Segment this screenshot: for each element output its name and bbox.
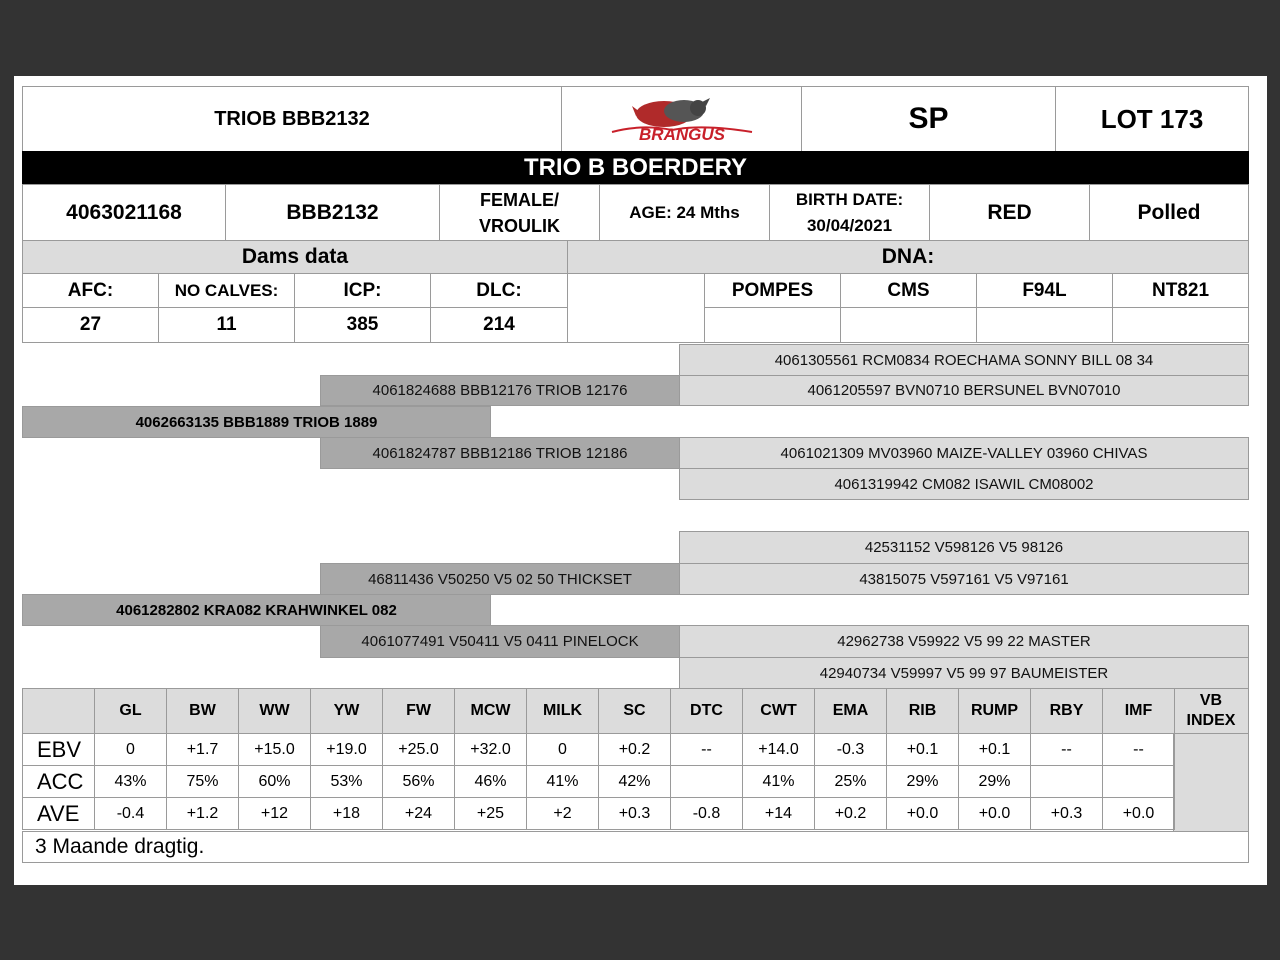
ebv-cell-acc-cwt: 41% [742, 765, 815, 798]
farm-banner: TRIO B BOERDERY [22, 151, 1249, 185]
pedigree-sd-sire: 4061021309 MV03960 MAIZE-VALLEY 03960 CHIVAS [679, 437, 1249, 469]
ebv-row-label-ave: AVE [22, 797, 95, 830]
pedigree-ds-dam: 43815075 V597161 V5 V97161 [679, 563, 1249, 595]
ebv-cell-ave-rib: +0.0 [886, 797, 959, 830]
animal-id: 4063021168 [22, 184, 226, 241]
ebv-cell-acc-rby [1030, 765, 1103, 798]
ebv-header-imf: IMF [1102, 688, 1175, 734]
ebv-cell-ave-gl: -0.4 [94, 797, 167, 830]
ebv-cell-ave-rump: +0.0 [958, 797, 1031, 830]
sex-line2: VROULIK [479, 215, 560, 236]
ebv-cell-ebv-dtc: -- [670, 733, 743, 766]
pedigree-dd-dam: 42940734 V59997 V5 99 97 BAUMEISTER [679, 657, 1249, 689]
ebv-cell-ave-ww: +12 [238, 797, 311, 830]
dams-value-icp: 385 [294, 307, 431, 343]
lot-number: LOT 173 [1055, 86, 1249, 152]
ebv-cell-ebv-rby: -- [1030, 733, 1103, 766]
ebv-cell-ebv-ema: -0.3 [814, 733, 887, 766]
ebv-cell-ave-cwt: +14 [742, 797, 815, 830]
ebv-cell-ebv-milk: 0 [526, 733, 599, 766]
ebv-cell-acc-ema: 25% [814, 765, 887, 798]
ebv-cell-ave-sc: +0.3 [598, 797, 671, 830]
ebv-cell-acc-sc: 42% [598, 765, 671, 798]
ebv-cell-ave-yw: +18 [310, 797, 383, 830]
ebv-header-ema: EMA [814, 688, 887, 734]
dams-data-title: Dams data [22, 240, 568, 274]
ebv-cell-ebv-mcw: +32.0 [454, 733, 527, 766]
pedigree-dam-sire: 46811436 V50250 V5 02 50 THICKSET [320, 563, 680, 595]
pedigree-sire-sire: 4061824688 BBB12176 TRIOB 12176 [320, 375, 680, 406]
horn-cell: Polled [1089, 184, 1249, 241]
dams-value-calves: 11 [158, 307, 295, 343]
code-label: SP [801, 86, 1056, 152]
pedigree-sire-dam: 4061824787 BBB12186 TRIOB 12186 [320, 437, 680, 469]
ebv-cell-ebv-bw: +1.7 [166, 733, 239, 766]
pedigree-sd-dam: 4061319942 CM082 ISAWIL CM08002 [679, 468, 1249, 500]
ebv-cell-acc-gl: 43% [94, 765, 167, 798]
ebv-header-rib: RIB [886, 688, 959, 734]
pedigree-ss-dam: 4061205597 BVN0710 BERSUNEL BVN07010 [679, 375, 1249, 406]
ebv-cell-ave-dtc: -0.8 [670, 797, 743, 830]
dna-header-pompes: POMPES [704, 273, 841, 308]
ebv-cell-acc-yw: 53% [310, 765, 383, 798]
ebv-cell-acc-mcw: 46% [454, 765, 527, 798]
birth-date-label: BIRTH DATE: [795, 189, 904, 209]
dams-header-calves: NO CALVES: [158, 273, 295, 308]
ebv-cell-ebv-fw: +25.0 [382, 733, 455, 766]
ebv-cell-ave-imf: +0.0 [1102, 797, 1175, 830]
ebv-cell-acc-dtc [670, 765, 743, 798]
ebv-cell-ave-milk: +2 [526, 797, 599, 830]
dna-header-cms: CMS [840, 273, 977, 308]
dna-value-f94l [976, 307, 1113, 343]
bull-logo-icon [602, 94, 762, 144]
pedigree-sire: 4062663135 BBB1889 TRIOB 1889 [22, 406, 491, 438]
ebv-cell-ebv-ww: +15.0 [238, 733, 311, 766]
ebv-cell-ebv-rib: +0.1 [886, 733, 959, 766]
birth-date-value: 30/04/2021 [806, 215, 893, 235]
dams-header-afc: AFC: [22, 273, 159, 308]
dna-value-pompes [704, 307, 841, 343]
ebv-header-sc: SC [598, 688, 671, 734]
ebv-cell-acc-ww: 60% [238, 765, 311, 798]
sex-line1: FEMALE/ [480, 189, 559, 210]
ebv-cell-ave-rby: +0.3 [1030, 797, 1103, 830]
ebv-header-vb-index [1173, 688, 1249, 734]
ebv-cell-acc-fw: 56% [382, 765, 455, 798]
ebv-header-yw: YW [310, 688, 383, 734]
dams-header-dlc: DLC: [430, 273, 568, 308]
dna-header-nt821: NT821 [1112, 273, 1249, 308]
ebv-cell-ave-ema: +0.2 [814, 797, 887, 830]
animal-tag: BBB2132 [225, 184, 440, 241]
pedigree-ds-sire: 42531152 V598126 V5 98126 [679, 531, 1249, 564]
sex-cell [439, 184, 600, 241]
ebv-header-gl: GL [94, 688, 167, 734]
dna-value-cms [840, 307, 977, 343]
ebv-row-label-ebv: EBV [22, 733, 95, 766]
ebv-cell-ebv-sc: +0.2 [598, 733, 671, 766]
pedigree-dam: 4061282802 KRA082 KRAHWINKEL 082 [22, 594, 491, 626]
pedigree-dam-dam: 4061077491 V50411 V5 0411 PINELOCK [320, 625, 680, 658]
ebv-cell-ebv-cwt: +14.0 [742, 733, 815, 766]
dams-header-icp: ICP: [294, 273, 431, 308]
ebv-cell-acc-rump: 29% [958, 765, 1031, 798]
pedigree-ss-sire: 4061305561 RCM0834 ROECHAMA SONNY BILL 08 34 [679, 344, 1249, 376]
ebv-header-mcw: MCW [454, 688, 527, 734]
ebv-cell-acc-milk: 41% [526, 765, 599, 798]
ebv-header-dtc: DTC [670, 688, 743, 734]
age-cell: AGE: 24 Mths [599, 184, 770, 241]
ebv-header-cwt: CWT [742, 688, 815, 734]
ebv-cell-ebv-rump: +0.1 [958, 733, 1031, 766]
colour-cell: RED [929, 184, 1090, 241]
ebv-cell-ebv-imf: -- [1102, 733, 1175, 766]
birth-date-cell [769, 184, 930, 241]
ebv-header-ww: WW [238, 688, 311, 734]
ebv-header-milk: MILK [526, 688, 599, 734]
ebv-cell-ave-mcw: +25 [454, 797, 527, 830]
lot-card [14, 76, 1267, 885]
dna-value-nt821 [1112, 307, 1249, 343]
ebv-cell-ave-fw: +24 [382, 797, 455, 830]
ebv-header-rump: RUMP [958, 688, 1031, 734]
animal-name: TRIOB BBB2132 [22, 86, 562, 152]
dams-value-dlc: 214 [430, 307, 568, 343]
lot-note: 3 Maande dragtig. [22, 831, 1249, 863]
vb-index-value [1173, 733, 1249, 832]
index-label: INDEX [1186, 712, 1236, 729]
ebv-corner [22, 688, 95, 734]
ebv-header-rby: RBY [1030, 688, 1103, 734]
ebv-cell-ebv-yw: +19.0 [310, 733, 383, 766]
dna-title: DNA: [567, 240, 1249, 274]
dams-value-afc: 27 [22, 307, 159, 343]
ebv-row-label-acc: ACC [22, 765, 95, 798]
ebv-cell-acc-rib: 29% [886, 765, 959, 798]
dna-blank [567, 273, 705, 343]
logo-text: BRANGUS [638, 125, 725, 144]
ebv-cell-acc-imf [1102, 765, 1175, 798]
ebv-header-fw: FW [382, 688, 455, 734]
dna-header-f94l: F94L [976, 273, 1113, 308]
pedigree-dd-sire: 42962738 V59922 V5 99 22 MASTER [679, 625, 1249, 658]
ebv-cell-ebv-gl: 0 [94, 733, 167, 766]
ebv-cell-ave-bw: +1.2 [166, 797, 239, 830]
ebv-table [22, 688, 1249, 832]
ebv-header-bw: BW [166, 688, 239, 734]
ebv-cell-acc-bw: 75% [166, 765, 239, 798]
brangus-logo [561, 86, 802, 152]
vb-label: VB [1199, 692, 1223, 709]
